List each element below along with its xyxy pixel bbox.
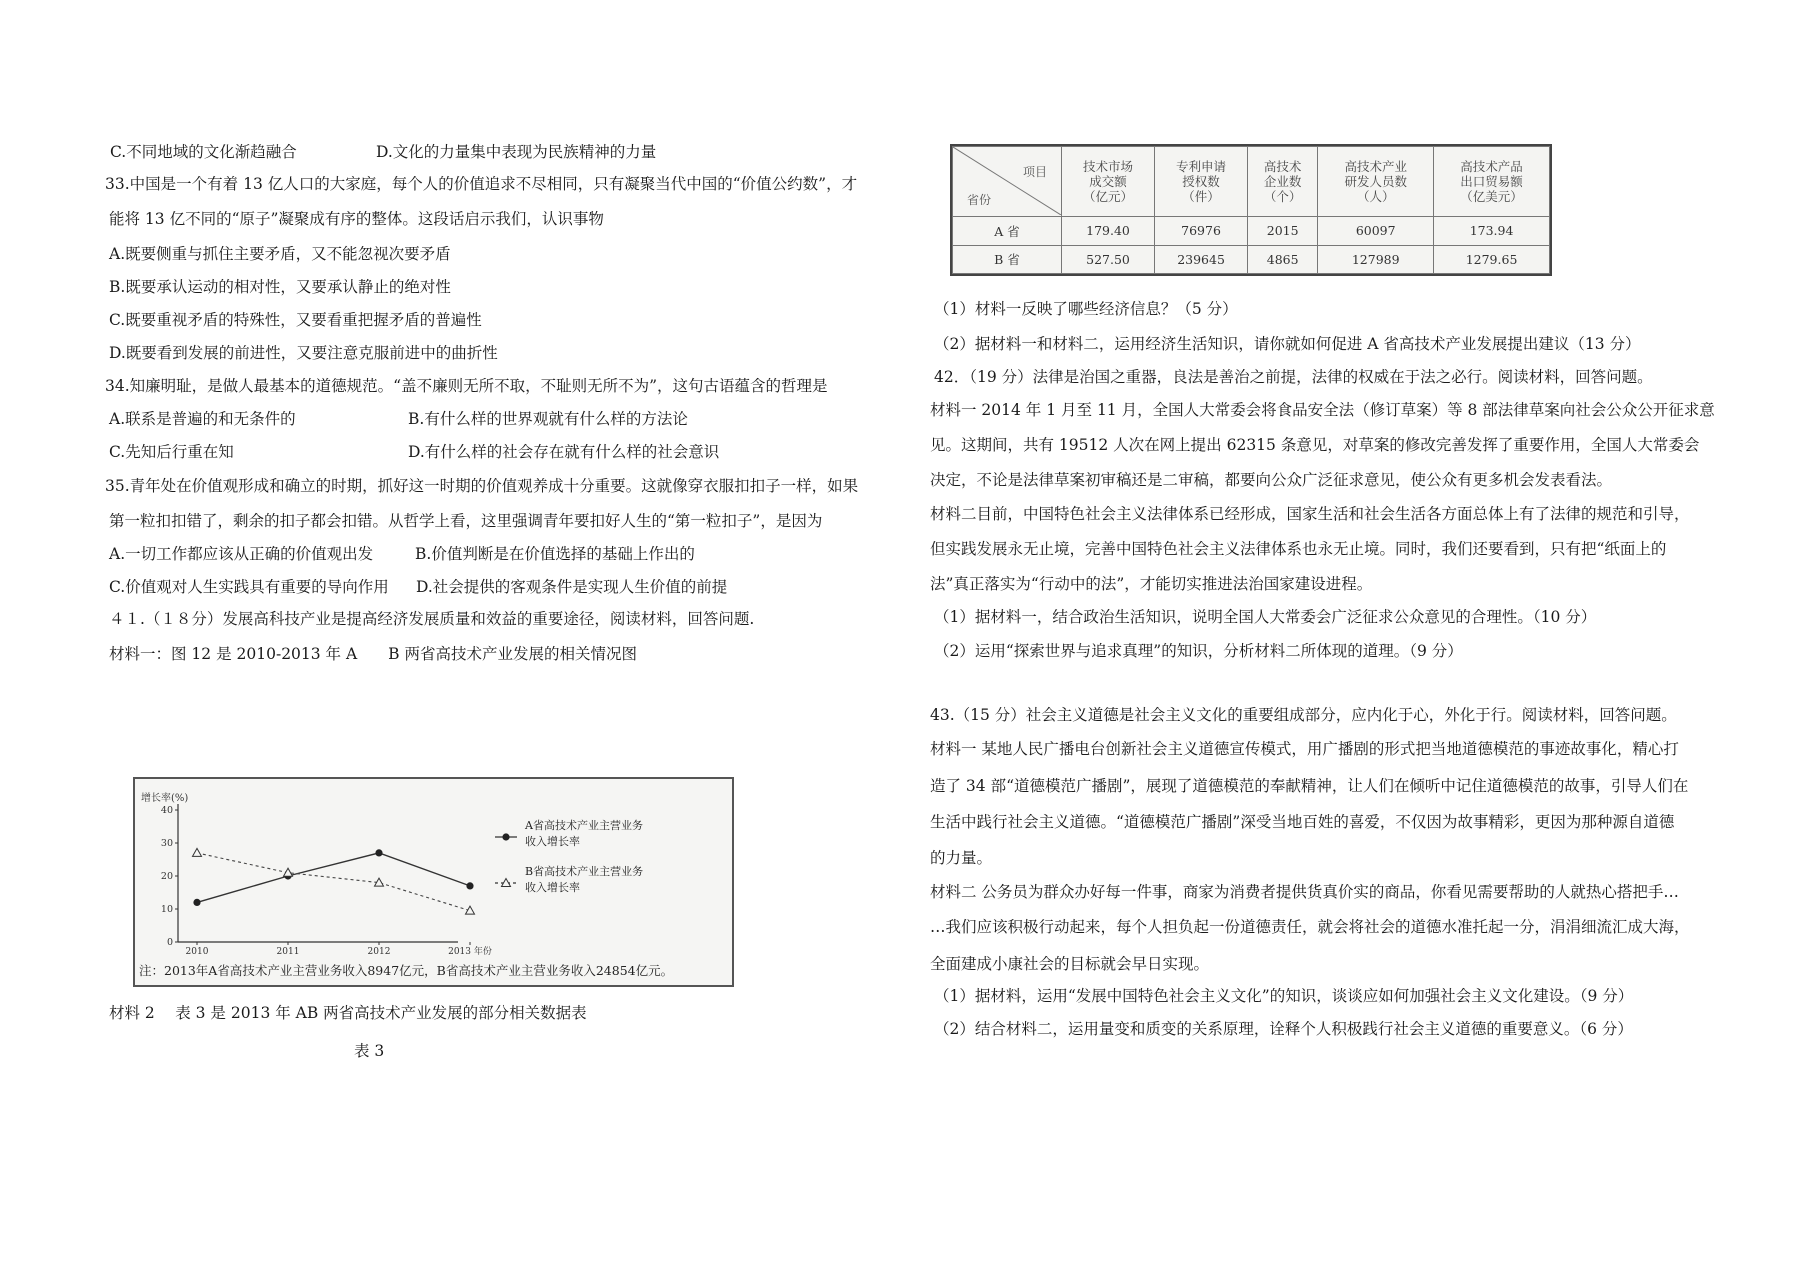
chart-note: 注：2013年A省高技术产业主营业务收入8947亿元，B省高技术产业主营业务收入24854亿元。: [139, 963, 674, 978]
q43-material2-line2: …我们应该积极行动起来，每个人担负起一份道德责任，就会将社会的道德水准托起一分，涓涓细流汇成大海，: [930, 918, 1690, 936]
table-cell: 60097: [1318, 217, 1434, 246]
col-header-patents: 专利申请 授权数 （件）: [1155, 147, 1248, 217]
q42-material1-line3: 决定，不论是法律草案初审稿还是二审稿，都要向公众广泛征求意见，使公众有更多机会发表看法。: [930, 471, 1613, 489]
q35-option-d: D.社会提供的客观条件是实现人生价值的前提: [416, 578, 728, 596]
q35-option-c: C.价值观对人生实践具有重要的导向作用: [109, 578, 389, 596]
legend-label: 收入增长率: [525, 835, 580, 848]
q42-sub1: （1）据材料一，结合政治生活知识，说明全国人大常委会广泛征求公众意见的合理性。（10 分）: [934, 608, 1597, 626]
y-tick-label: 20: [160, 871, 173, 882]
legend-label: 收入增长率: [525, 881, 580, 894]
y-tick-label: 40: [160, 805, 173, 816]
data-table: [950, 144, 1552, 276]
q41-sub1: （1）材料一反映了哪些经济信息？（5 分）: [934, 300, 1238, 318]
q33-stem-line1: 33.中国是一个有着 13 亿人口的大家庭，每个人的价值追求不尽相同，只有凝聚当代中国的“价值公约数”，才: [105, 175, 858, 193]
q42-stem: 42．（19 分）法律是治国之重器，良法是善治之前提，法律的权威在于法之必行。阅读材料，回答问题。: [934, 368, 1653, 386]
table-caption: 表 3: [354, 1042, 385, 1060]
y-tick-label: 0: [166, 937, 173, 948]
q41-stem: ４１.（１８分）发展高科技产业是提高经济发展质量和效益的重要途径，阅读材料，回答问题.: [109, 610, 755, 628]
table-cell: 76976: [1155, 217, 1248, 246]
q35-option-a: A.一切工作都应该从正确的价值观出发: [109, 545, 374, 563]
x-tick-label: 2011: [276, 947, 300, 957]
data-point-a: [466, 882, 473, 889]
chart-canvas: [135, 779, 732, 985]
q42-material1-line1: 材料一 2014 年 1 月至 11 月，全国人大常委会将食品安全法（修订草案）等 8 部法律草案向社会公众公开征求意: [930, 401, 1715, 419]
q35-stem-line1: 35.青年处在价值观形成和确立的时期，抓好这一时期的价值观养成十分重要。这就像穿衣服扣扣子一样，如果: [105, 477, 859, 495]
corner-label-province: 省份: [967, 193, 992, 207]
legend-label: B省高技术产业主营业务: [525, 865, 644, 878]
row-label: B 省: [953, 245, 1062, 274]
data-point-b: [193, 848, 202, 856]
q43-stem: 43.（15 分）社会主义道德是社会主义文化的重要组成部分，应内化于心，外化于行。阅读材料，回答问题。: [930, 706, 1677, 724]
y-tick-label: 30: [160, 838, 173, 849]
col-header-rd-staff: 高技术产业 研发人员数 （人）: [1318, 147, 1434, 217]
q34-option-c: C.先知后行重在知: [109, 443, 234, 461]
q41-material1: 材料一：图 12 是 2010-2013 年 A B 两省高技术产业发展的相关情况图: [109, 645, 638, 663]
q33-option-c: C.既要重视矛盾的特殊性，又要看重把握矛盾的普遍性: [109, 311, 482, 329]
table-cell: 179.40: [1062, 217, 1155, 246]
y-tick-label: 10: [160, 904, 173, 915]
q42-material1-line2: 见。这期间，共有 19512 人次在网上提出 62315 条意见，对草案的修改完善发挥了重要作用，全国人大常委会: [930, 436, 1700, 454]
q34-stem: 34.知廉明耻，是做人最基本的道德规范。“盖不廉则无所不取，不耻则无所不为”，这句古语蕴含的哲理是: [105, 377, 828, 395]
q42-material2-line1: 材料二目前，中国特色社会主义法律体系已经形成，国家生活和社会生活各方面总体上有了法律的规范和引导，: [930, 505, 1690, 523]
q43-sub2: （2）结合材料二，运用量变和质变的关系原理，诠释个人积极践行社会主义道德的重要意义。（6 分）: [934, 1020, 1633, 1038]
q43-material1-line3: 生活中践行社会主义道德。“道德模范广播剧”深受当地百姓的喜爱，不仅因为故事精彩，更因为那种源自道德: [930, 813, 1675, 831]
data-point-a: [193, 899, 200, 906]
legend-label: A省高技术产业主营业务: [525, 819, 643, 832]
table-header-row: [953, 147, 1550, 217]
table-cell: 127989: [1318, 245, 1434, 274]
table-cell: 2015: [1248, 217, 1318, 246]
x-tick-label: 2012: [367, 947, 391, 957]
x-tick-label: 2013 年份: [448, 947, 492, 957]
q32-option-d: D.文化的力量集中表现为民族精神的力量: [376, 143, 657, 161]
col-header-tech-market: 技术市场 成交额 （亿元）: [1062, 147, 1155, 217]
q43-material2-line1: 材料二 公务员为群众办好每一件事，商家为消费者提供货真价实的商品，你看见需要帮助的人就热心搭把手…: [930, 883, 1679, 901]
q42-material2-line3: 法”真正落实为“行动中的法”，才能切实推进法治国家建设进程。: [930, 575, 1373, 593]
q43-sub1: （1）据材料，运用“发展中国特色社会主义文化”的知识，谈谈应如何加强社会主义文化建设。（9 分）: [934, 987, 1634, 1005]
col-header-exports: 高技术产品 出口贸易额 （亿美元）: [1434, 147, 1550, 217]
q35-stem-line2: 第一粒扣扣错了，剩余的扣子都会扣错。从哲学上看，这里强调青年要扣好人生的“第一粒扣子”，是因为: [109, 512, 823, 530]
table-corner-cell: [953, 147, 1062, 217]
y-axis-title: 增长率(%): [141, 793, 189, 804]
q43-material1-line2: 造了 34 部“道德模范广播剧”，展现了道德模范的奉献精神，让人们在倾听中记住道德模范的故事，引导人们在: [930, 777, 1689, 795]
data-point-a: [375, 849, 382, 856]
growth-rate-chart: [133, 777, 734, 987]
q34-option-b: B.有什么样的世界观就有什么样的方法论: [408, 410, 688, 428]
q33-option-a: A.既要侧重与抓住主要矛盾，又不能忽视次要矛盾: [109, 245, 451, 263]
q34-option-a: A.联系是普遍的和无条件的: [109, 410, 296, 428]
q43-material1-line1: 材料一 某地人民广播电台创新社会主义道德宣传模式，用广播剧的形式把当地道德模范的事迹故事化，精心打: [930, 740, 1679, 758]
table-row-a: [953, 217, 1550, 246]
q33-stem-line2: 能将 13 亿不同的“原子”凝聚成有序的整体。这段话启示我们，认识事物: [109, 210, 604, 228]
q41-material2: 材料 2 表 3 是 2013 年 AB 两省高技术产业发展的部分相关数据表: [109, 1004, 587, 1022]
table-row-b: [953, 245, 1550, 274]
q33-option-b: B.既要承认运动的相对性，又要承认静止的绝对性: [109, 278, 451, 296]
data-point-b: [284, 868, 293, 876]
q42-sub2: （2）运用“探索世界与追求真理”的知识，分析材料二所体现的道理。（9 分）: [934, 642, 1463, 660]
q32-option-c: C.不同地域的文化渐趋融合: [110, 143, 297, 161]
col-header-enterprises: 高技术 企业数 （个）: [1248, 147, 1318, 217]
series-line-b: [197, 853, 470, 911]
legend-marker: [502, 833, 509, 840]
q35-option-b: B.价值判断是在价值选择的基础上作出的: [415, 545, 695, 563]
table-cell: 527.50: [1062, 245, 1155, 274]
q42-material2-line2: 但实践发展永无止境，完善中国特色社会主义法律体系也永无止境。同时，我们还要看到，只有把“纸面上的: [930, 540, 1667, 558]
q41-sub2: （2）据材料一和材料二，运用经济生活知识，请你就如何促进 A 省高技术产业发展提出建议（13 分）: [934, 335, 1641, 353]
table-cell: 1279.65: [1434, 245, 1550, 274]
table-cell: 239645: [1155, 245, 1248, 274]
q33-option-d: D.既要看到发展的前进性，又要注意克服前进中的曲折性: [109, 344, 498, 362]
corner-label-item: 项目: [1022, 165, 1047, 179]
q43-material1-line4: 的力量。: [930, 849, 993, 867]
x-tick-label: 2010: [185, 947, 209, 957]
q34-option-d: D.有什么样的社会存在就有什么样的社会意识: [408, 443, 720, 461]
table-cell: 4865: [1248, 245, 1318, 274]
row-label: A 省: [953, 217, 1062, 246]
table-cell: 173.94: [1434, 217, 1550, 246]
q43-material2-line3: 全面建成小康社会的目标就会早日实现。: [930, 955, 1210, 973]
